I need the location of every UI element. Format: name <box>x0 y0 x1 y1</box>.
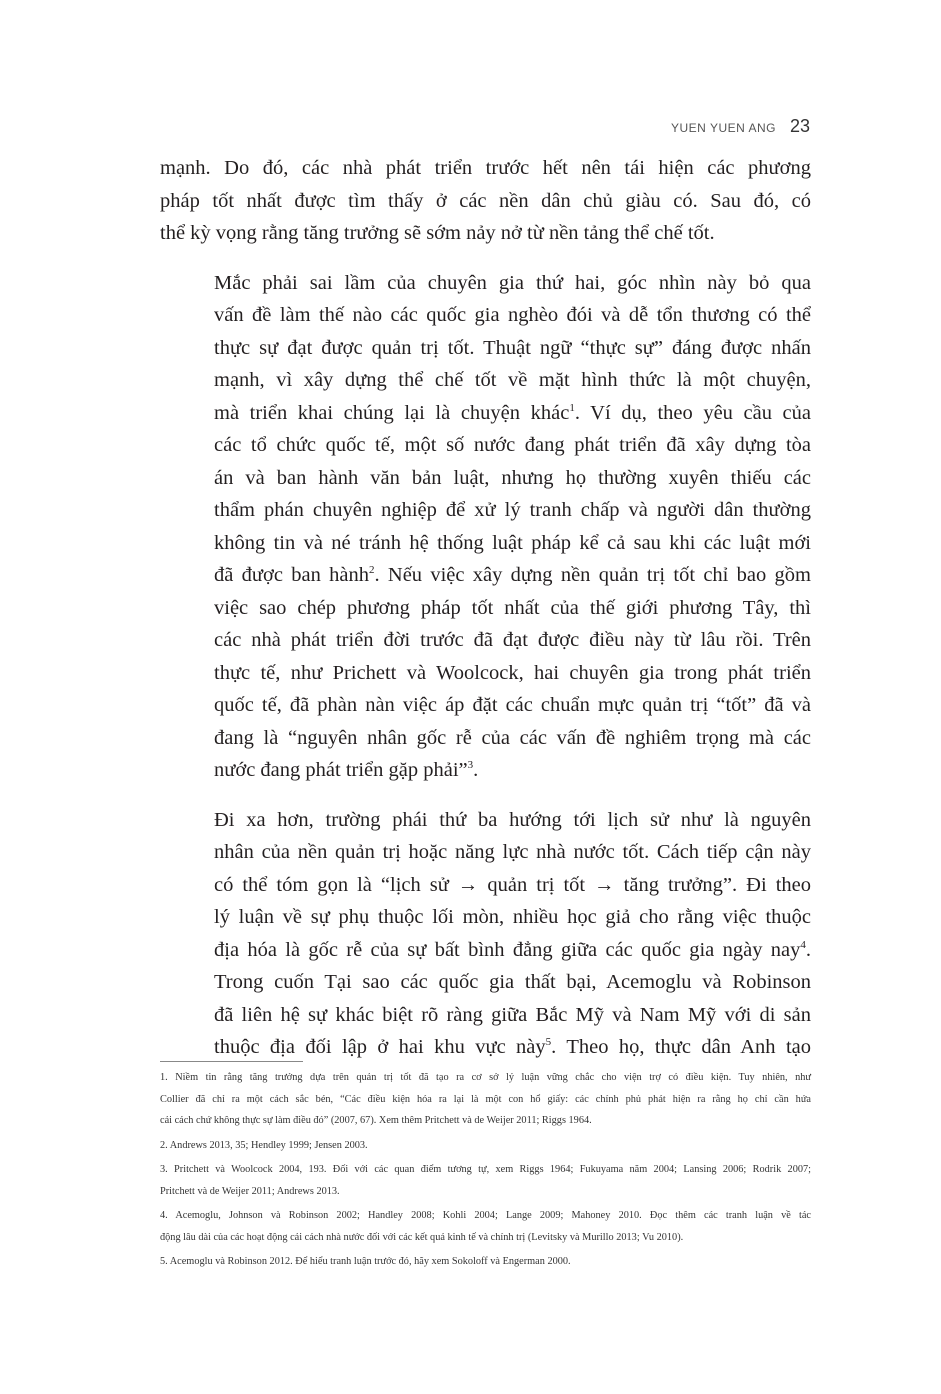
text-line: mạnh, vì xây dựng thể chế tốt về mặt hình thức là một chuyện, <box>214 369 811 391</box>
footnote-4 <box>160 1205 811 1248</box>
footnotes <box>160 1067 811 1273</box>
footnote-line: cải cách chứ không thực sự làm điều đó” (2007, 67). Xem thêm Pritchett và de Weijer 2011; Riggs 1964. <box>160 1115 592 1126</box>
text-line: pháp tốt nhất được tìm thấy ở các nền dân chủ giàu có. Sau đó, có <box>160 189 811 212</box>
text-line <box>160 934 811 967</box>
text-line <box>160 559 811 592</box>
paragraph-3 <box>160 804 811 1064</box>
text-line: Mắc phải sai lầm của chuyên gia thứ hai, góc nhìn này bỏ qua <box>214 271 811 294</box>
body-text <box>160 152 811 1064</box>
text-line: án và ban hành văn bản luật, nhưng họ thường xuyên thiếu các <box>214 466 811 489</box>
text-line: quốc tế, đã phàn nàn việc áp đặt các chuẩn mực quản trị “tốt” đã và <box>214 694 811 716</box>
text-segment: . Theo họ, thực dân Anh tạo <box>551 1036 811 1058</box>
text-line: lý luận về sự phụ thuộc lối mòn, nhiều học giả cho rằng việc thuộc <box>214 906 811 928</box>
footnote-line: 3. Pritchett và Woolcock 2004, 193. Đối với các quan điểm tương tự, xem Riggs 1964; Fukuyama năm 2004; Lansing 2006; Rodrik 2007; <box>160 1164 811 1175</box>
text-line: nhân của nền quản trị hoặc năng lực nhà nước tốt. Cách tiếp cận này <box>214 841 811 863</box>
text-line: Trong cuốn Tại sao các quốc gia thất bại, Acemoglu và Robinson <box>214 971 811 993</box>
text-line <box>160 397 811 430</box>
footnote-line: động lâu dài của các hoạt động cải cách nhà nước đối với các kết quả kinh tế và chính trị (Levitsky và Murillo 2013; Vu 2010). <box>160 1231 684 1243</box>
text-line: có thể tóm gọn là “lịch sử → quản trị tốt → tăng trưởng”. Đi theo <box>214 873 811 896</box>
text-line: các tổ chức quốc tế, một số nước đang phát triển đã xây dựng tòa <box>214 434 811 456</box>
text-segment: đã được ban hành <box>214 564 369 586</box>
text-line: thực tế, như Prichett và Woolcock, hai chuyên gia trong phát triển <box>214 661 811 684</box>
text-line <box>160 1031 811 1064</box>
text-segment: địa hóa là gốc rễ của sự bất bình đẳng giữa các quốc gia ngày nay <box>214 938 801 961</box>
footnote-2 <box>160 1135 811 1157</box>
footnote-divider <box>160 1061 303 1062</box>
text-segment: mà triển khai chúng lại là chuyện khác <box>214 401 570 424</box>
page-number: 23 <box>789 116 810 136</box>
text-segment: . Nếu việc xây dựng nền quản trị tốt chỉ bao gồm <box>374 564 811 586</box>
text-segment: nước đang phát triển gặp phải” <box>214 759 468 781</box>
text-segment: . <box>805 938 811 961</box>
footnote-line: 5. Acemoglu và Robinson 2012. Để hiểu tranh luận trước đó, hãy xem Sokoloff và Engerman 2000. <box>160 1256 571 1267</box>
footnote-line: Pritchett và de Weijer 2011; Andrews 2013. <box>160 1185 340 1197</box>
footnote-5 <box>160 1251 811 1273</box>
text-line: Đi xa hơn, trường phái thứ ba hướng tới lịch sử như là nguyên <box>214 808 811 831</box>
text-line <box>160 754 811 787</box>
text-line: không tin và né tránh hệ thống luật pháp kể cả sau khi các luật mới <box>214 531 811 554</box>
footnote-line: Collier đã chỉ ra một cách sắc bén, “Các điều kiện hóa ra lại là một con hổ giấy: các chính phủ phát hiện ra rằng họ chỉ cần hứa <box>160 1093 811 1105</box>
footnote-ref-1[interactable]: 1 <box>569 401 575 414</box>
text-line: các nhà phát triển đời trước đã đạt được điều này từ lâu rồi. Trên <box>214 629 811 651</box>
paragraph-1 <box>160 152 811 250</box>
footnote-ref-5[interactable]: 5 <box>545 1036 552 1049</box>
footnote-3 <box>160 1159 811 1202</box>
text-line: đang là “nguyên nhân gốc rễ của các vấn đề nghiêm trọng mà các <box>214 726 811 749</box>
footnote-ref-3[interactable]: 3 <box>467 759 474 772</box>
text-line: thực sự đạt được quản trị tốt. Thuật ngữ “thực sự” đáng được nhấn <box>214 336 811 359</box>
paragraph-2 <box>160 267 811 787</box>
footnote-line: 2. Andrews 2013, 35; Hendley 1999; Jensen 2003. <box>160 1139 368 1151</box>
footnote-line: 1. Niềm tin rằng tăng trưởng dựa trên quản trị tốt đã tạo ra cơ sở lý luận vững chắc cho viện trợ có điều kiện. Tuy nhiên, như <box>160 1072 811 1083</box>
text-segment: . <box>473 759 479 781</box>
footnote-1 <box>160 1067 811 1132</box>
text-line: việc sao chép phương pháp tốt nhất của thế giới phương Tây, thì <box>214 596 811 619</box>
running-head-author: YUEN YUEN ANG <box>670 121 776 135</box>
text-line: mạnh. Do đó, các nhà phát triển trước hết nên tái hiện các phương <box>160 157 811 179</box>
footnote-ref-4[interactable]: 4 <box>800 938 806 951</box>
text-segment: thuộc địa đối lập ở hai khu vực này <box>214 1036 546 1058</box>
text-line: vấn đề làm thế nào các quốc gia nghèo đói và dễ tổn thương có thể <box>214 304 811 326</box>
footnote-ref-2[interactable]: 2 <box>368 564 375 577</box>
text-line: thẩm phán chuyên nghiệp để xử lý tranh chấp và người dân thường <box>214 499 811 521</box>
text-segment: . Ví dụ, theo yêu cầu của <box>574 401 812 424</box>
footnote-line: 4. Acemoglu, Johnson và Robinson 2002; Handley 2008; Kohli 2004; Lange 2009; Mahoney 2010. Đọc thêm các tranh luận về tác <box>160 1210 811 1221</box>
running-head <box>671 116 810 137</box>
text-line: thể kỳ vọng rằng tăng trưởng sẽ sớm nảy nở từ nền tảng thể chế tốt. <box>160 222 715 244</box>
text-line: đã liên hệ sự khác biệt rõ ràng giữa Bắc Mỹ và Nam Mỹ với di sản <box>214 1003 811 1026</box>
